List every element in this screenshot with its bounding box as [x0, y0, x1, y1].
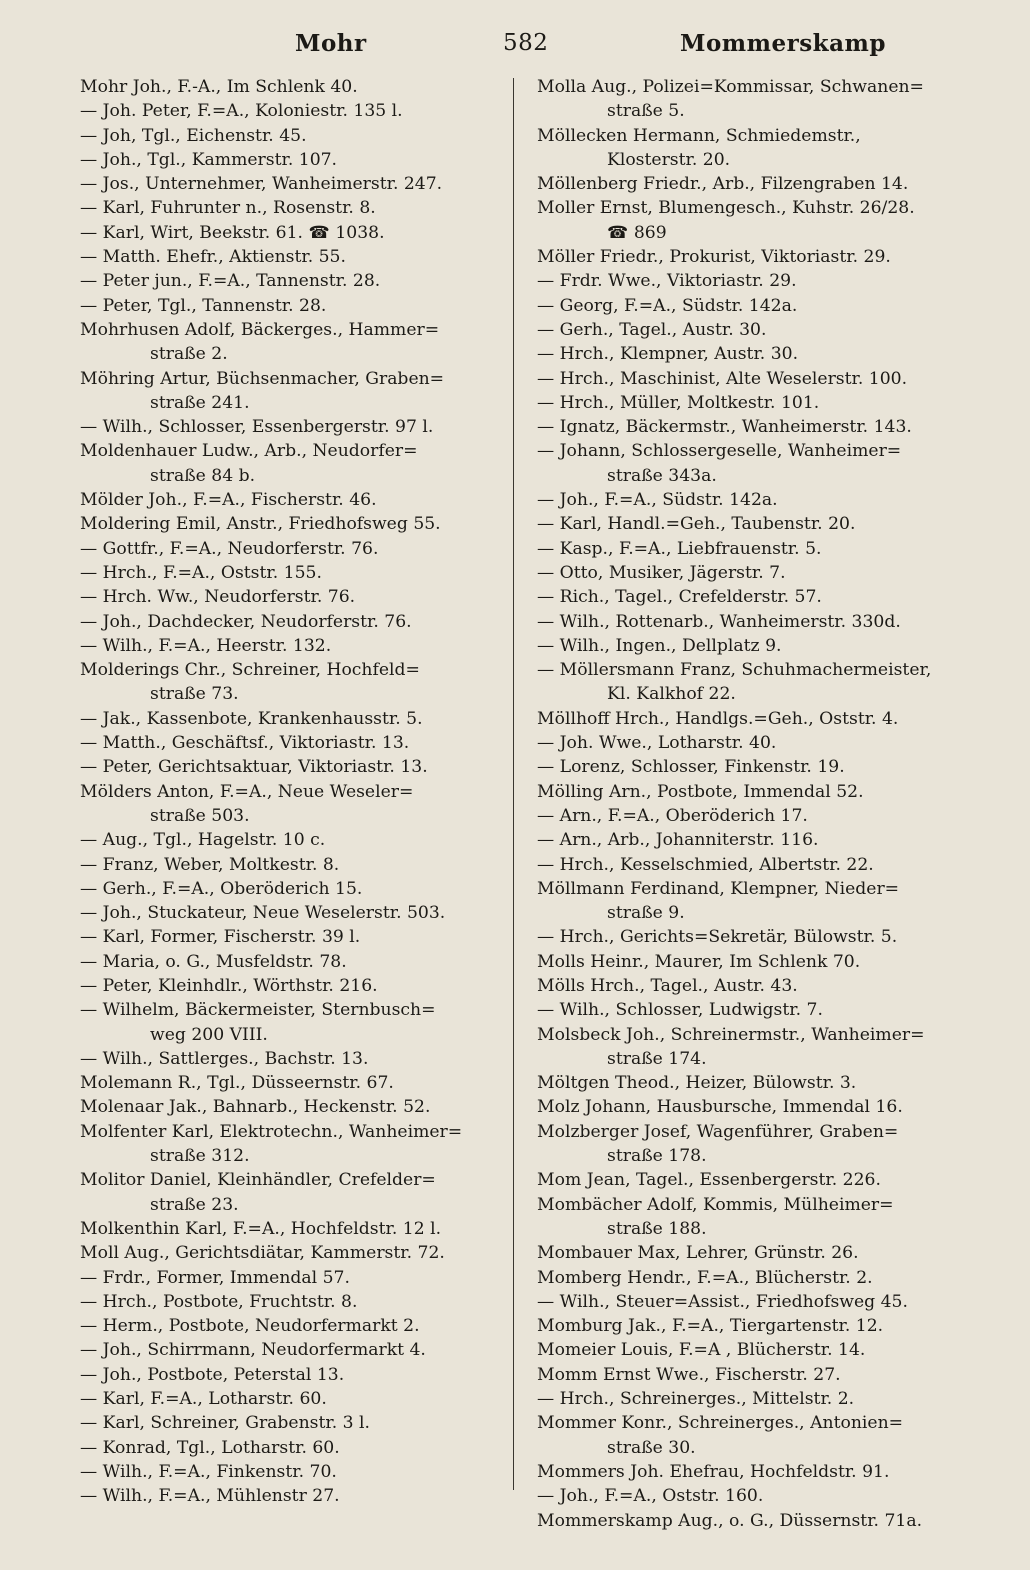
directory-entry: — Konrad, Tgl., Lotharstr. 60.: [80, 1437, 340, 1458]
directory-entry: — Wilh., Ingen., Dellplatz 9.: [537, 635, 782, 656]
directory-entry: — Peter, Gerichtsaktuar, Viktoriastr. 13.: [80, 757, 428, 778]
directory-entry: — Hrch., Schreinerges., Mittelstr. 2.: [537, 1389, 855, 1410]
directory-entry: Mölls Hrch., Tagel., Austr. 43.: [537, 975, 798, 996]
directory-entry: Mohrhusen Adolf, Bäckerges., Hammer=: [80, 319, 440, 340]
directory-entry: — Kasp., F.=A., Liebfrauenstr. 5.: [537, 538, 822, 559]
entry-continuation: straße 2.: [150, 344, 228, 365]
directory-entry: — Wilh., Schlosser, Essenbergerstr. 97 l.: [80, 417, 434, 438]
directory-entry: Moldenhauer Ludw., Arb., Neudorfer=: [80, 441, 418, 462]
directory-entry: — Jak., Kassenbote, Krankenhausstr. 5.: [80, 708, 423, 729]
directory-entry: — Matth., Geschäftsf., Viktoriastr. 13.: [80, 733, 410, 754]
directory-entry: Momm Ernst Wwe., Fischerstr. 27.: [537, 1364, 841, 1385]
directory-entry: — Frdr., Former, Immendal 57.: [80, 1267, 350, 1288]
directory-entry: — Joh., Tgl., Kammerstr. 107.: [80, 149, 338, 170]
entry-continuation: straße 9.: [607, 903, 685, 924]
directory-entry: — Wilh., Rottenarb., Wanheimerstr. 330d.: [537, 611, 901, 632]
directory-entry: — Rich., Tagel., Crefelderstr. 57.: [537, 587, 822, 608]
directory-entry: — Hrch., Kesselschmied, Albertstr. 22.: [537, 854, 874, 875]
directory-entry: Möhring Artur, Büchsenmacher, Graben=: [80, 368, 445, 389]
directory-entry: Molderings Chr., Schreiner, Hochfeld=: [80, 660, 420, 681]
directory-entry: — Joh., Postbote, Peterstal 13.: [80, 1364, 345, 1385]
directory-entry: — Gottfr., F.=A., Neudorferstr. 76.: [80, 538, 379, 559]
directory-entry: — Herm., Postbote, Neudorfermarkt 2.: [80, 1316, 420, 1337]
directory-entry: — Wilh., Sattlerges., Bachstr. 13.: [80, 1048, 369, 1069]
entry-continuation: straße 73.: [150, 684, 239, 705]
directory-entry: — Arn., Arb., Johanniterstr. 116.: [537, 830, 819, 851]
directory-entry: Momberg Hendr., F.=A., Blücherstr. 2.: [537, 1267, 873, 1288]
right-column: [537, 75, 977, 1533]
directory-entry: — Peter jun., F.=A., Tannenstr. 28.: [80, 271, 381, 292]
column-divider: [513, 78, 514, 1490]
directory-entry: Momeier Louis, F.=A , Blücherstr. 14.: [537, 1340, 866, 1361]
running-head-left: Mohr: [295, 30, 367, 57]
directory-entry: — Hrch., F.=A., Oststr. 155.: [80, 562, 322, 583]
directory-entry: — Hrch., Maschinist, Alte Weselerstr. 100.: [537, 368, 908, 389]
directory-entry: — Joh., Stuckateur, Neue Weselerstr. 503.: [80, 903, 446, 924]
directory-entry: — Joh. Peter, F.=A., Koloniestr. 135 l.: [80, 101, 403, 122]
directory-entry: — Joh., Schirrmann, Neudorfermarkt 4.: [80, 1340, 426, 1361]
entry-continuation: straße 84 b.: [150, 465, 256, 486]
directory-entry: — Wilhelm, Bäckermeister, Sternbusch=: [80, 1000, 436, 1021]
directory-entry: — Karl, Handl.=Geh., Taubenstr. 20.: [537, 514, 856, 535]
directory-entry: Mölders Anton, F.=A., Neue Weseler=: [80, 781, 414, 802]
directory-entry: — Karl, F.=A., Lotharstr. 60.: [80, 1389, 327, 1410]
directory-entry: Mommers Joh. Ehefrau, Hochfeldstr. 91.: [537, 1461, 890, 1482]
directory-entry: — Joh, Tgl., Eichenstr. 45.: [80, 125, 307, 146]
directory-entry: Molzberger Josef, Wagenführer, Graben=: [537, 1121, 899, 1142]
left-column: [80, 75, 510, 1509]
directory-entry: Möltgen Theod., Heizer, Bülowstr. 3.: [537, 1073, 857, 1094]
directory-entry: — Joh., F.=A., Oststr. 160.: [537, 1486, 764, 1507]
entry-continuation: Klosterstr. 20.: [607, 149, 731, 170]
directory-entry: — Wilh., Steuer=Assist., Friedhofsweg 45.: [537, 1291, 908, 1312]
directory-entry: Mommerskamp Aug., o. G., Düssernstr. 71a.: [537, 1510, 923, 1531]
directory-entry: Molls Heinr., Maurer, Im Schlenk 70.: [537, 951, 861, 972]
directory-entry: Mommer Konr., Schreinerges., Antonien=: [537, 1413, 904, 1434]
directory-entry: — Frdr. Wwe., Viktoriastr. 29.: [537, 271, 797, 292]
directory-entry: — Matth. Ehefr., Aktienstr. 55.: [80, 247, 346, 268]
directory-entry: Mohr Joh., F.-A., Im Schlenk 40.: [80, 77, 358, 97]
directory-entry: — Jos., Unternehmer, Wanheimerstr. 247.: [80, 174, 443, 195]
running-head-right: Mommerskamp: [680, 30, 886, 57]
entry-continuation: straße 30.: [607, 1437, 696, 1458]
directory-entry: — Joh., Dachdecker, Neudorferstr. 76.: [80, 611, 412, 632]
directory-entry: Mombauer Max, Lehrer, Grünstr. 26.: [537, 1243, 859, 1264]
directory-entry: Momburg Jak., F.=A., Tiergartenstr. 12.: [537, 1316, 884, 1337]
directory-entry: — Hrch., Klempner, Austr. 30.: [537, 344, 799, 365]
directory-entry: Molemann R., Tgl., Düsseernstr. 67.: [80, 1073, 394, 1094]
directory-entry: Möllecken Hermann, Schmiedemstr.,: [537, 125, 861, 146]
directory-entry: — Möllersmann Franz, Schuhmachermeister,: [537, 660, 932, 681]
directory-entry: Mom Jean, Tagel., Essenbergerstr. 226.: [537, 1170, 881, 1191]
directory-entry: — Hrch., Müller, Moltkestr. 101.: [537, 392, 820, 413]
directory-entry: Moller Ernst, Blumengesch., Kuhstr. 26/28.: [537, 198, 915, 219]
directory-entry: Molitor Daniel, Kleinhändler, Crefelder=: [80, 1170, 436, 1191]
directory-entry: — Maria, o. G., Musfeldstr. 78.: [80, 951, 347, 972]
entry-continuation: straße 174.: [607, 1048, 707, 1069]
directory-entry: Mölder Joh., F.=A., Fischerstr. 46.: [80, 490, 377, 511]
directory-entry: — Aug., Tgl., Hagelstr. 10 c.: [80, 830, 326, 851]
directory-entry: Molz Johann, Hausbursche, Immendal 16.: [537, 1097, 903, 1118]
entry-continuation: straße 23.: [150, 1194, 239, 1215]
directory-entry: Mölling Arn., Postbote, Immendal 52.: [537, 781, 864, 802]
directory-entry: — Arn., F.=A., Oberöderich 17.: [537, 805, 808, 826]
entry-continuation: straße 188.: [607, 1218, 707, 1239]
directory-entry: — Wilh., F.=A., Mühlenstr 27.: [80, 1486, 340, 1507]
directory-entry: — Joh., F.=A., Südstr. 142a.: [537, 490, 778, 511]
directory-entry: — Ignatz, Bäckermstr., Wanheimerstr. 143.: [537, 417, 912, 438]
directory-entry: — Hrch. Ww., Neudorferstr. 76.: [80, 587, 356, 608]
directory-entry: — Wilh., F.=A., Heerstr. 132.: [80, 635, 332, 656]
directory-entry: Mombächer Adolf, Kommis, Mülheimer=: [537, 1194, 894, 1215]
directory-entry: Molenaar Jak., Bahnarb., Heckenstr. 52.: [80, 1097, 431, 1118]
directory-entry: — Karl, Fuhrunter n., Rosenstr. 8.: [80, 198, 376, 219]
directory-entry: — Hrch., Postbote, Fruchtstr. 8.: [80, 1291, 358, 1312]
entry-continuation: straße 312.: [150, 1146, 250, 1167]
entry-continuation: straße 241.: [150, 392, 250, 413]
directory-entry: — Otto, Musiker, Jägerstr. 7.: [537, 562, 786, 583]
directory-entry: — Wilh., Schlosser, Ludwigstr. 7.: [537, 1000, 823, 1021]
directory-entry: — Peter, Tgl., Tannenstr. 28.: [80, 295, 327, 316]
directory-entry: Molfenter Karl, Elektrotechn., Wanheimer=: [80, 1121, 463, 1142]
directory-entry: Molsbeck Joh., Schreinermstr., Wanheimer=: [537, 1024, 925, 1045]
directory-entry: Moll Aug., Gerichtsdiätar, Kammerstr. 72.: [80, 1243, 445, 1264]
directory-entry: — Peter, Kleinhdlr., Wörthstr. 216.: [80, 975, 378, 996]
directory-entry: — Georg, F.=A., Südstr. 142a.: [537, 295, 798, 316]
entry-continuation: straße 178.: [607, 1146, 707, 1167]
directory-entry: Moldering Emil, Anstr., Friedhofsweg 55.: [80, 514, 441, 535]
directory-entry: Möller Friedr., Prokurist, Viktoriastr. 29.: [537, 247, 891, 268]
directory-entry: — Hrch., Gerichts=Sekretär, Bülowstr. 5.: [537, 927, 898, 948]
directory-entry: — Lorenz, Schlosser, Finkenstr. 19.: [537, 757, 845, 778]
directory-entry: Möllhoff Hrch., Handlgs.=Geh., Oststr. 4.: [537, 708, 899, 729]
directory-entry: — Gerh., Tagel., Austr. 30.: [537, 319, 767, 340]
directory-entry: — Joh. Wwe., Lotharstr. 40.: [537, 733, 777, 754]
entry-continuation: Kl. Kalkhof 22.: [607, 684, 736, 705]
directory-entry: — Gerh., F.=A., Oberöderich 15.: [80, 878, 363, 899]
directory-entry: — Karl, Schreiner, Grabenstr. 3 l.: [80, 1413, 371, 1434]
directory-entry: — Karl, Former, Fischerstr. 39 l.: [80, 927, 361, 948]
directory-entry: — Karl, Wirt, Beekstr. 61. ☎ 1038.: [80, 222, 385, 243]
directory-entry: Molla Aug., Polizei=Kommissar, Schwanen=: [537, 77, 924, 97]
entry-continuation: straße 343a.: [607, 465, 717, 486]
entry-continuation: straße 503.: [150, 805, 250, 826]
entry-continuation: ☎ 869: [607, 222, 667, 243]
directory-entry: Molkenthin Karl, F.=A., Hochfeldstr. 12 l.: [80, 1218, 442, 1239]
entry-continuation: weg 200 VIII.: [150, 1024, 268, 1045]
directory-entry: — Franz, Weber, Moltkestr. 8.: [80, 854, 340, 875]
page-number: 582: [503, 30, 549, 56]
directory-entry: Möllenberg Friedr., Arb., Filzengraben 14.: [537, 174, 909, 195]
directory-entry: Möllmann Ferdinand, Klempner, Nieder=: [537, 878, 900, 899]
directory-entry: — Wilh., F.=A., Finkenstr. 70.: [80, 1461, 337, 1482]
entry-continuation: straße 5.: [607, 101, 685, 122]
directory-entry: — Johann, Schlossergeselle, Wanheimer=: [537, 441, 902, 462]
